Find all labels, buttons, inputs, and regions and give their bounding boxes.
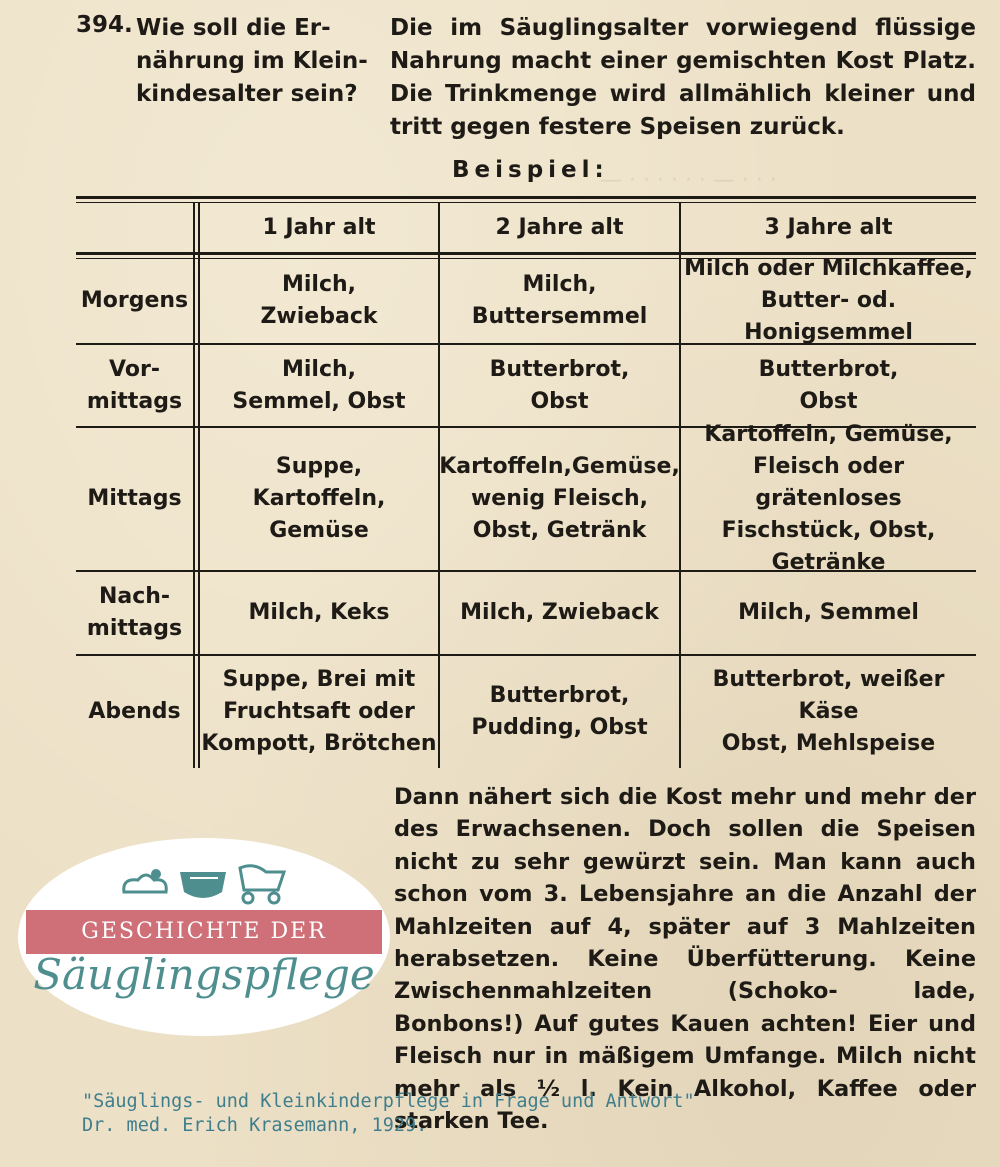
question-line: Wie soll die Er- (136, 15, 331, 41)
table-rule-col-double (193, 202, 195, 768)
table-cell: Milch, Keks (248, 600, 390, 625)
closing-line: Dann nähert sich die Kost mehr und mehr (394, 784, 926, 810)
question-line: nährung im Klein- (136, 48, 368, 74)
closing-line: lade, Bonbons!) Auf gutes Kauen achten! Eier (394, 978, 976, 1037)
question-line: kindesalter sein? (136, 81, 358, 107)
source-author: Dr. med. Erich Krasemann, 1929. (82, 1115, 428, 1136)
question-number: 394. (76, 12, 133, 38)
closing-line: und Fleisch nur in mäßigem Umfange. Milch nicht (394, 1010, 976, 1070)
bleed-through-text: — · · · · · · — · · · (600, 168, 777, 193)
closing-line: der des Erwachsenen. Doch sollen die Speisen (394, 784, 976, 843)
table-cell: Butterbrot, Obst (489, 356, 630, 414)
table-cell: Milch, Semmel, Obst (232, 356, 406, 414)
answer-paragraph (390, 12, 976, 144)
closing-line: mehr als ½ l. Kein Alkohol, Kaffee oder starken Tee. (394, 1075, 976, 1135)
header-2-jahre: 2 Jahre alt (495, 214, 624, 240)
table-cell: Butterbrot, Pudding, Obst (471, 683, 648, 740)
logo-script-text: Säuglingspflege (33, 950, 375, 999)
closing-paragraph (394, 781, 976, 1137)
meal-table (76, 196, 976, 768)
closing-line: vom 3. Lebensjahre an die Anzahl der Mahlzeiten (394, 881, 976, 940)
answer-line: Die im Säuglingsalter vorwiegend flüssige (390, 15, 976, 41)
meal-label-abends: Abends (88, 699, 181, 724)
closing-line: nicht zu sehr gewürzt sein. Man kann auch schon (394, 848, 976, 908)
header-3-jahre: 3 Jahre alt (764, 214, 893, 240)
table-cell: Milch, Zwieback (460, 600, 659, 625)
source-title: "Säuglings- und Kleinkinderpflege in Frage und Antwort" (82, 1091, 695, 1112)
brand-logo (18, 838, 390, 1036)
table-cell: Milch oder Milchkaffee, Butter- od. Honigsemmel (684, 256, 973, 345)
table-cell: Butterbrot, weißer Käse Obst, Mehlspeise (712, 667, 945, 756)
table-caption: Beispiel: (452, 157, 609, 183)
table-cell: Suppe, Kartoffeln, Gemüse (252, 454, 386, 543)
table-cell: Butterbrot, Obst (758, 356, 899, 414)
header-1-jahr: 1 Jahr alt (262, 214, 376, 240)
meal-label-mittags: Mittags (87, 486, 182, 511)
answer-line: Trinkmenge wird allmählich kleiner und tritt gegen (390, 81, 976, 140)
closing-line: auf 4, später auf 3 Mahlzeiten herabsetzen. Keine (394, 913, 976, 973)
meal-label-vormittags: Vor- mittags (86, 356, 183, 414)
meal-label-nachmittags: Nach- mittags (86, 584, 183, 641)
baby-items-icon (118, 858, 290, 908)
question-text (136, 12, 386, 111)
table-cell: Milch, Semmel (738, 600, 919, 625)
answer-line: Nahrung macht einer gemischten Kost Platz. Die (390, 48, 976, 107)
answer-line: festere Speisen zurück. (538, 114, 845, 140)
meal-label-morgens: Morgens (80, 288, 189, 313)
logo-title: GESCHICHTE DER (81, 919, 327, 944)
table-cell: Kartoffeln,Gemüse, wenig Fleisch, Obst, Getränk (439, 454, 680, 543)
closing-line: Überfütterung. Keine Zwischenmahlzeiten (Schoko- (394, 946, 976, 1005)
table-cell: Kartoffeln, Gemüse, Fleisch oder grätenloses Fischstück, Obst, Getränke (704, 422, 953, 575)
table-cell: Milch, Buttersemmel (471, 272, 648, 329)
table-cell: Suppe, Brei mit Fruchtsaft oder Kompott, Brötchen (201, 667, 437, 756)
table-cell: Milch, Zwieback (260, 272, 378, 329)
table-rule-top (76, 196, 976, 199)
